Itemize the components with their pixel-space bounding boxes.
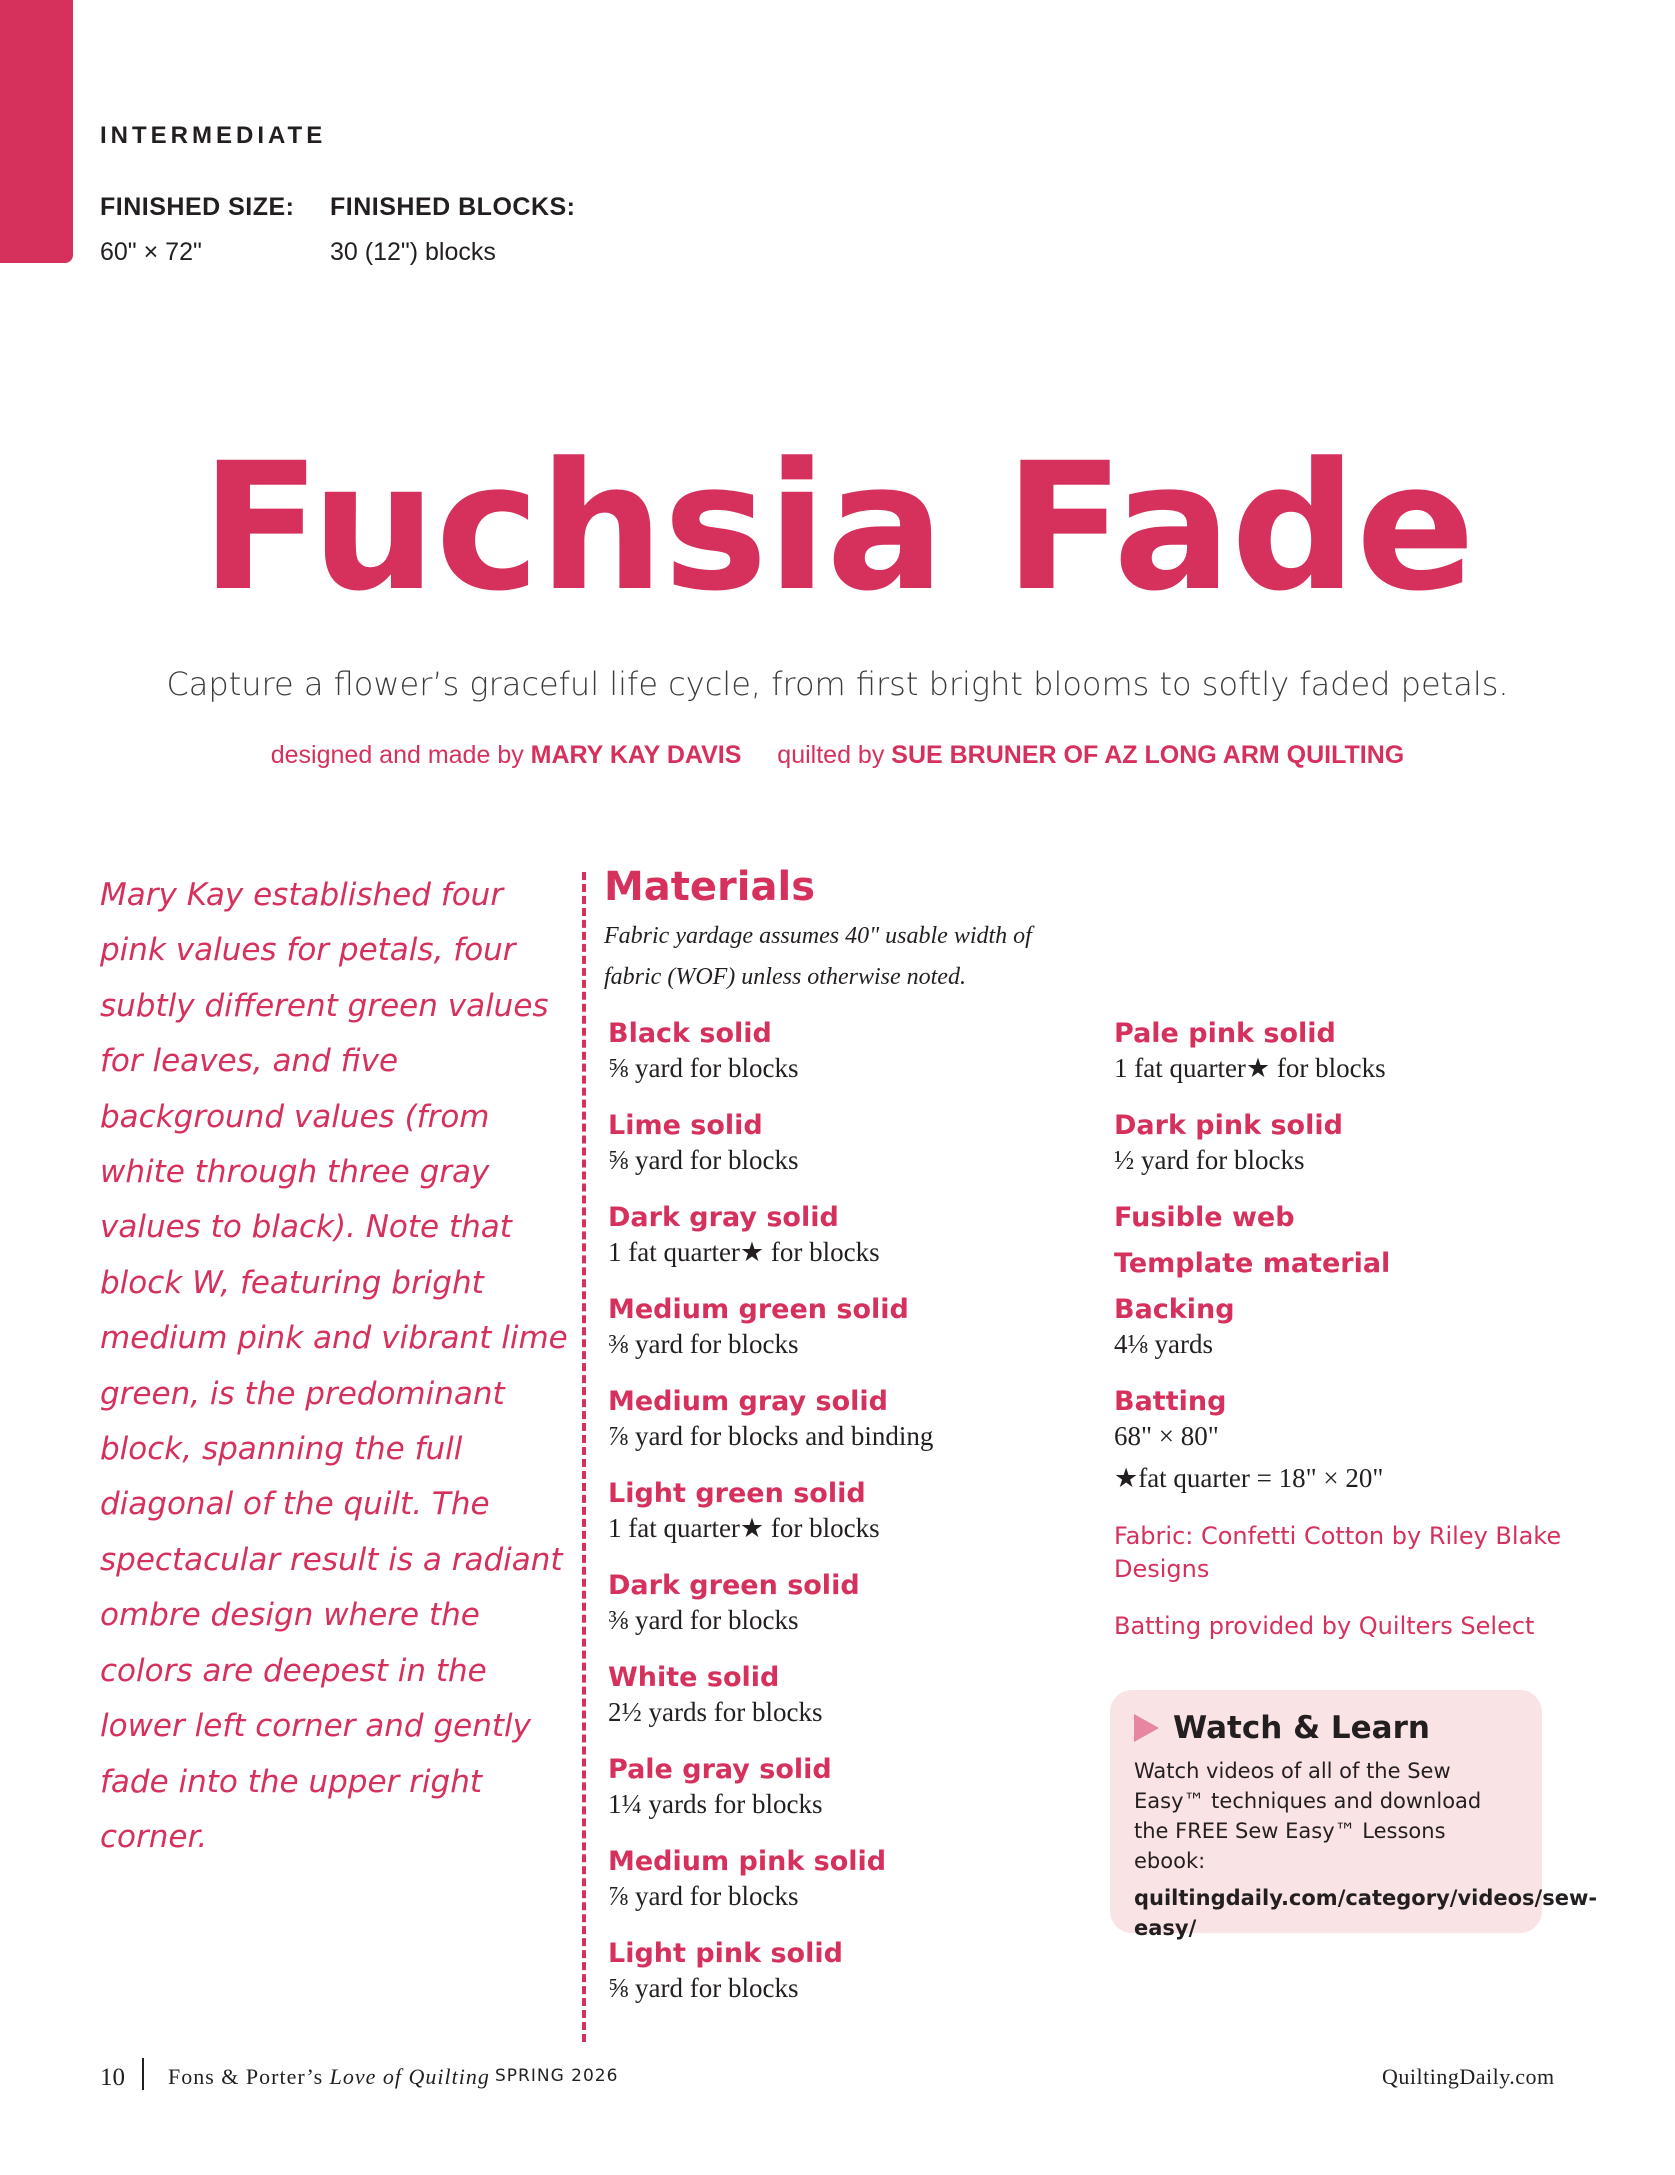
- designed-prefix: designed and made by: [270, 741, 524, 769]
- material-name: Batting: [1114, 1386, 1227, 1417]
- material-item: [608, 1385, 1078, 1453]
- material-name: Dark gray solid: [608, 1202, 839, 1233]
- material-item: [608, 1201, 1078, 1269]
- finished-blocks: [330, 193, 576, 267]
- materials-right-column: [1114, 1017, 1574, 1667]
- material-item: [608, 1753, 1078, 1821]
- material-item: [608, 1017, 1078, 1085]
- material-item: [1114, 1109, 1574, 1177]
- quilted-prefix: quilted by: [777, 741, 885, 769]
- material-qty: 1 fat quarter★ for blocks: [1114, 1053, 1386, 1083]
- materials-left-column: [608, 1017, 1078, 2029]
- footer-separator: [142, 2058, 144, 2090]
- materials-note: Fabric yardage assumes 40" usable width of fabric (WOF) unless otherwise noted.: [604, 923, 1032, 990]
- material-qty: ⅝ yard for blocks: [608, 1973, 799, 2003]
- material-item: [1114, 1247, 1574, 1281]
- watch-learn-box: [1110, 1690, 1598, 1940]
- material-name: Lime solid: [608, 1110, 763, 1141]
- material-qty: 1 fat quarter★ for blocks: [608, 1237, 880, 1267]
- designer-name: MARY KAY DAVIS: [530, 741, 742, 769]
- material-name: Template material: [1114, 1248, 1391, 1279]
- pattern-title: Fuchsia Fade: [200, 425, 1475, 630]
- material-item: [608, 1661, 1078, 1729]
- material-item: [1114, 1201, 1574, 1235]
- material-name: Dark pink solid: [1114, 1110, 1343, 1141]
- material-qty: ⅝ yard for blocks: [608, 1145, 799, 1175]
- quilter-name: SUE BRUNER OF AZ LONG ARM QUILTING: [891, 741, 1405, 769]
- intro-text: Mary Kay established four pink values for petals, four subtly different green values for leaves, and five background values (from white through three gray values to black). Note that block W, featuring bright medium pink and vibrant lime green, is the predominant block, spanning the full diagonal of the quilt. The spectacular result is a radiant ombre design where the colors are deepest in the lower left corner and gently fade into the upper right corner.: [100, 877, 568, 1855]
- material-item: [608, 1293, 1078, 1361]
- finished-blocks-value: 30 (12") blocks: [330, 238, 496, 266]
- material-qty: ⅜ yard for blocks: [608, 1605, 799, 1635]
- fabric-credit: Fabric: Confetti Cotton by Riley Blake Designs: [1114, 1522, 1562, 1583]
- finished-size-label: FINISHED SIZE:: [100, 193, 295, 221]
- material-item: [608, 1845, 1078, 1913]
- watch-learn-heading: [1134, 1710, 1518, 1746]
- material-name: Medium gray solid: [608, 1386, 889, 1417]
- finished-blocks-label: FINISHED BLOCKS:: [330, 193, 576, 221]
- material-qty: ⅝ yard for blocks: [608, 1053, 799, 1083]
- site-url[interactable]: QuiltingDaily.com: [1382, 2064, 1555, 2089]
- corner-accent-tab: [0, 0, 73, 263]
- material-name: White solid: [608, 1662, 780, 1693]
- material-item: [608, 1569, 1078, 1637]
- material-item: [1114, 1017, 1574, 1085]
- material-item: [608, 1109, 1078, 1177]
- watch-learn-title: Watch & Learn: [1173, 1710, 1430, 1746]
- material-qty: 68" × 80": [1114, 1421, 1219, 1451]
- watch-learn-url[interactable]: quiltingdaily.com/category/videos/sew-easy/: [1134, 1886, 1598, 1940]
- finished-size: [100, 193, 295, 267]
- material-name: Medium pink solid: [608, 1846, 887, 1877]
- material-item: [1114, 1385, 1574, 1453]
- material-item: [1114, 1293, 1574, 1361]
- material-qty: ⅜ yard for blocks: [608, 1329, 799, 1359]
- magazine-prefix: Fons & Porter’s: [168, 2064, 324, 2089]
- fat-quarter-footnote: ★fat quarter = 18" × 20": [1114, 1463, 1384, 1493]
- material-name: Fusible web: [1114, 1202, 1295, 1233]
- material-qty: 1 fat quarter★ for blocks: [608, 1513, 880, 1543]
- magazine-title: Love of Quilting: [329, 2064, 490, 2089]
- material-name: Dark green solid: [608, 1570, 860, 1601]
- finished-size-value: 60" × 72": [100, 238, 202, 266]
- material-name: Black solid: [608, 1018, 772, 1049]
- batting-credit: Batting provided by Quilters Select: [1114, 1612, 1535, 1640]
- play-icon: [1134, 1714, 1159, 1742]
- page-number: 10: [100, 2064, 125, 2091]
- column-divider: [582, 872, 586, 2042]
- material-name: Pale pink solid: [1114, 1018, 1336, 1049]
- material-qty: ½ yard for blocks: [1114, 1145, 1305, 1175]
- pattern-subtitle: Capture a flower’s graceful life cycle, from first bright blooms to softly faded petals.: [166, 665, 1509, 703]
- materials-heading: Materials: [604, 864, 815, 910]
- material-item: [608, 1477, 1078, 1545]
- skill-level: INTERMEDIATE: [100, 122, 327, 149]
- watch-learn-body: Watch videos of all of the Sew Easy™ techniques and download the FREE Sew Easy™ Lessons ebook:: [1134, 1759, 1482, 1873]
- material-qty: ⅞ yard for blocks and binding: [608, 1421, 934, 1451]
- material-name: Light pink solid: [608, 1938, 843, 1969]
- material-qty: 2½ yards for blocks: [608, 1697, 823, 1727]
- material-name: Light green solid: [608, 1478, 866, 1509]
- material-qty: 1¼ yards for blocks: [608, 1789, 823, 1819]
- material-name: Medium green solid: [608, 1294, 909, 1325]
- issue-label: SPRING 2026: [495, 2066, 619, 2086]
- material-item: [608, 1937, 1078, 2005]
- material-name: Backing: [1114, 1294, 1235, 1325]
- material-name: Pale gray solid: [608, 1754, 832, 1785]
- material-qty: ⅞ yard for blocks: [608, 1881, 799, 1911]
- material-qty: 4⅛ yards: [1114, 1329, 1213, 1359]
- magazine-name: [168, 2064, 490, 2090]
- credits-line: [0, 741, 1675, 770]
